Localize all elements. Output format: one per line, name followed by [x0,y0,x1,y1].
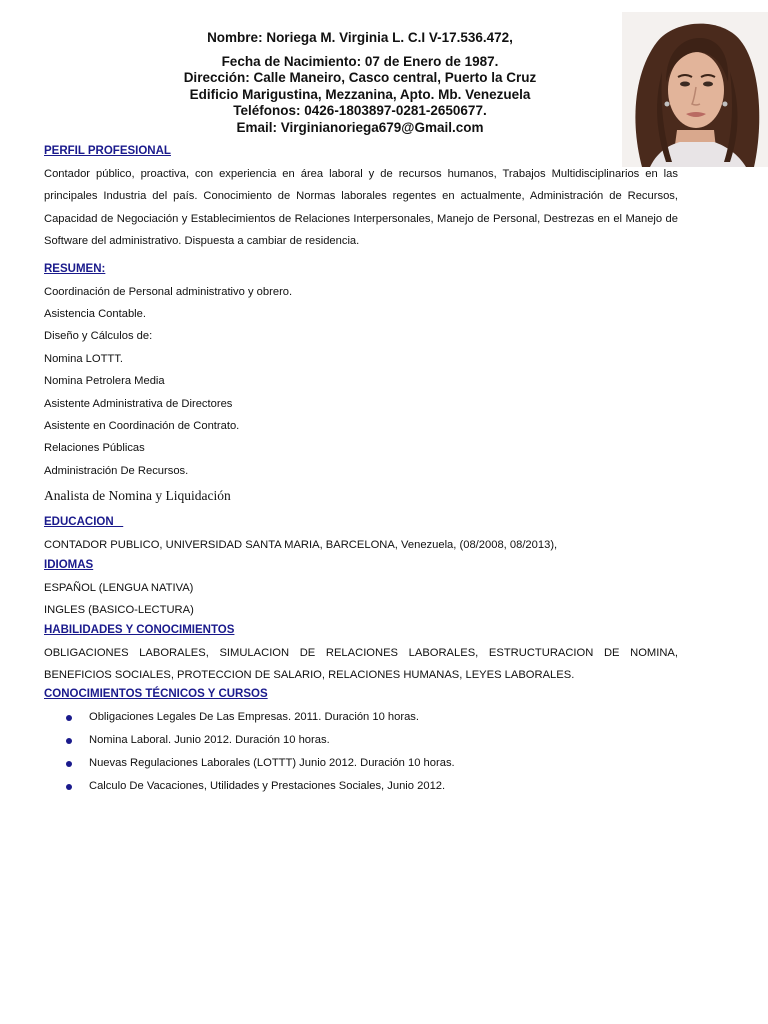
name-line: Nombre: Noriega M. Virginia L. C.I V-17.536.472, [207,30,513,45]
resumen-item: Nomina LOTTT. [44,352,123,365]
address-line-2: Edificio Marigustina, Mezzanina, Apto. Mb. Venezuela [189,86,531,102]
idioma-item: INGLES (BASICO-LECTURA) [44,604,194,617]
curso-item [44,729,678,752]
resumen-item: Asistente Administrativa de Directores [44,397,233,410]
bullet-icon [66,784,72,790]
curso-item [44,706,678,729]
cv-body [44,143,678,798]
resumen-item: Diseño y Cálculos de: [44,330,153,343]
section-title-resumen: RESUMEN: [44,262,106,275]
cv-header [160,30,560,136]
habilidades-text: OBLIGACIONES LABORALES, SIMULACION DE RELACIONES LABORALES, ESTRUCTURACION DE NOMINA, BENEFICIOS SOCIALES, PROTECCION DE SALARIO, RELACIONES HUMANAS, LEYES LABORALES. [44,646,678,681]
idioma-item: ESPAÑOL (LENGUA NATIVA) [44,581,194,594]
curso-item [44,775,678,798]
educacion-text: CONTADOR PUBLICO, UNIVERSIDAD SANTA MARIA, BARCELONA, Venezuela, (08/2008, 08/2013), [44,539,558,552]
curso-text: Calculo De Vacaciones, Utilidades y Prestaciones Sociales, Junio 2012. [89,780,446,793]
address-line-1: Dirección: Calle Maneiro, Casco central, Puerto la Cruz [183,70,537,85]
curso-text: Nomina Laboral. Junio 2012. Duración 10 horas. [89,734,330,747]
email-line: Email: Virginianoriega679@Gmail.com [236,119,484,135]
phones-line: Teléfonos: 0426-1803897-0281-2650677. [233,103,487,118]
section-title-perfil: PERFIL PROFESIONAL [44,145,171,157]
resumen-extra-line: Analista de Nomina y Liquidación [44,488,231,504]
section-title-cursos: CONOCIMIENTOS TÉCNICOS Y CURSOS [44,688,268,701]
resumen-item: Coordinación de Personal administrativo y obrero. [44,285,293,298]
perfil-text: Contador público, proactiva, con experiencia en área laboral y de recursos humanos, Trabajos Multidisciplinarios en las principales Industria del país. Conocimiento de Normas laborales regentes en actualmente, Administración de Recursos, Capacidad de Negociación y Establecimientos de Relaciones Interpersonales, Manejo de Personal, Destrezas en el Manejo de Software del administrativo. Dispuesta a cambiar de residencia. [44,168,678,248]
resumen-item: Nomina Petrolera Media [44,375,165,388]
resumen-item: Administración De Recursos. [44,464,189,477]
bullet-icon [66,715,72,721]
curso-text: Nuevas Regulaciones Laborales (LOTTT) Junio 2012. Duración 10 horas. [89,757,455,770]
resumen-item: Asistencia Contable. [44,308,146,321]
birth-date-line: Fecha de Nacimiento: 07 de Enero de 1987. [221,53,499,69]
section-title-idiomas: IDIOMAS [44,558,94,571]
cursos-list [44,706,678,798]
resumen-item: Relaciones Públicas [44,442,145,455]
bullet-icon [66,738,72,744]
resumen-item: Asistente en Coordinación de Contrato. [44,420,240,433]
curso-text: Obligaciones Legales De Las Empresas. 2011. Duración 10 horas. [89,711,420,724]
bullet-icon [66,761,72,767]
section-title-educacion: EDUCACION [44,516,124,529]
section-title-habilidades: HABILIDADES Y CONOCIMIENTOS [44,623,235,636]
curso-item [44,752,678,775]
